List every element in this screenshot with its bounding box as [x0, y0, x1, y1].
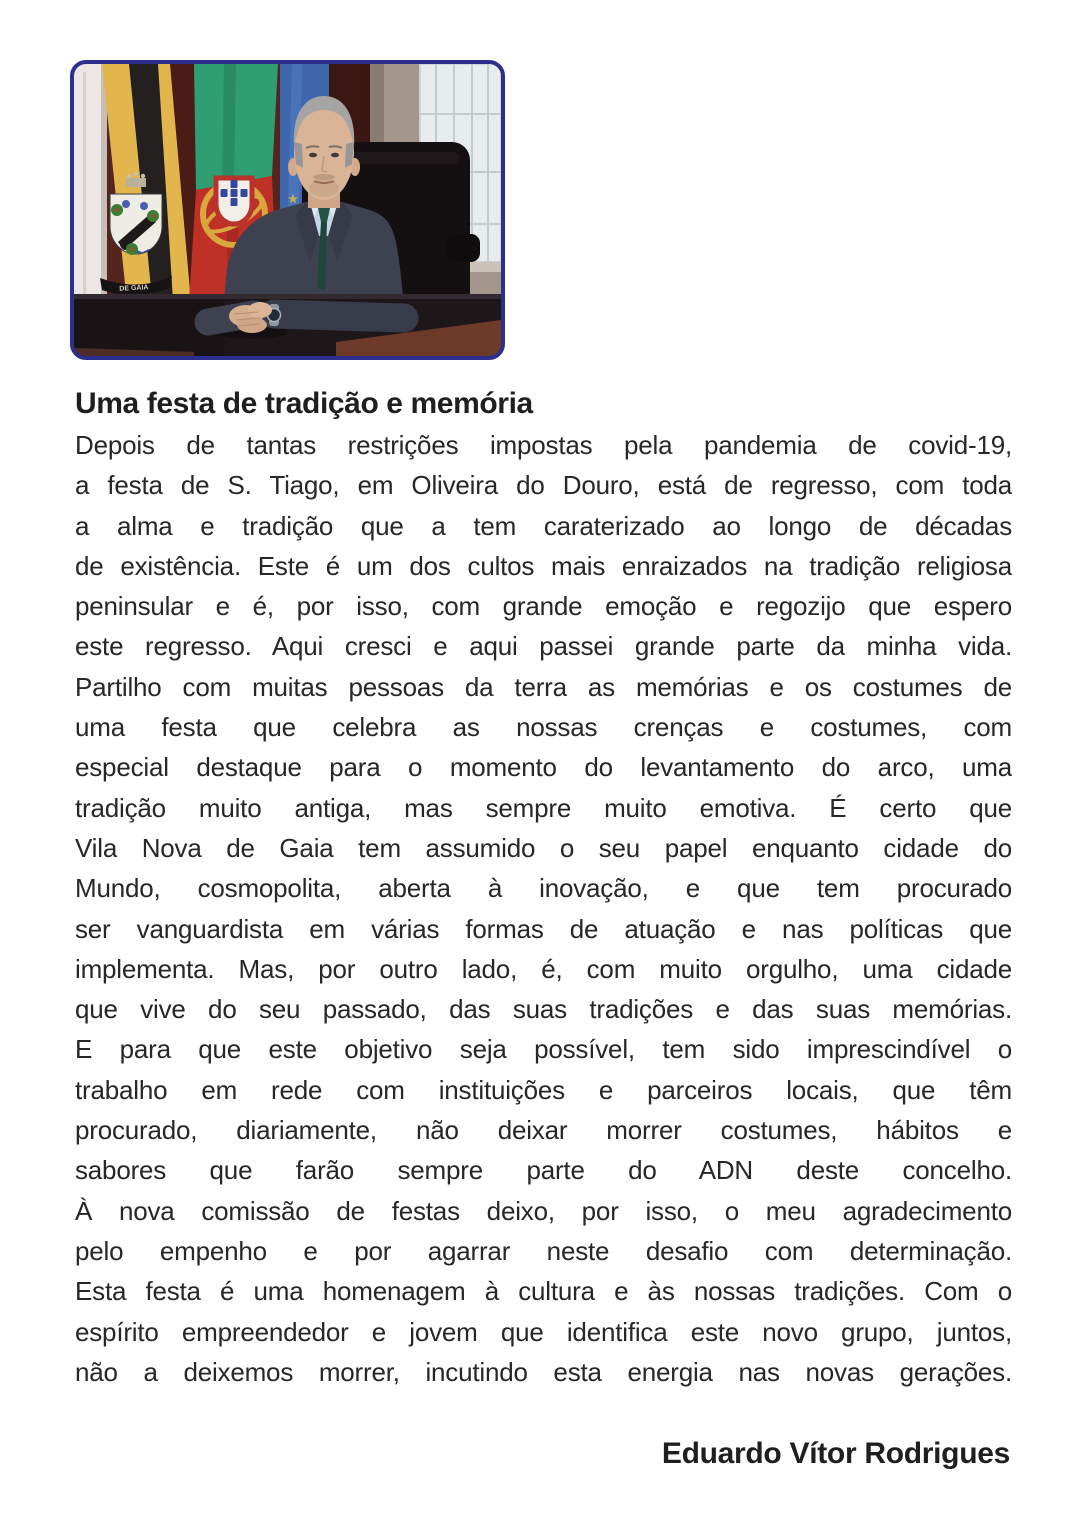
- text-line: peninsular e é, por isso, com grande emoção e regozijo que espero: [75, 591, 1012, 622]
- text-line: pelo empenho e por agarrar neste desafio com determinação.: [75, 1235, 1012, 1266]
- text-line: sabores que farão sempre parte do ADN deste concelho.: [75, 1155, 1012, 1186]
- text-line: procurado, diariamente, não deixar morrer costumes, hábitos e: [75, 1115, 1012, 1146]
- flag-scroll-label: DE GAIA: [119, 284, 149, 293]
- text-line: Vila Nova de Gaia tem assumido o seu papel enquanto cidade do: [75, 832, 1012, 863]
- portrait-photo-illustration: [74, 64, 501, 356]
- text-line: especial destaque para o momento do levantamento do arco, uma: [75, 752, 1012, 783]
- text-line: À nova comissão de festas deixo, por isso, o meu agradecimento: [75, 1195, 1012, 1226]
- text-line: a festa de S. Tiago, em Oliveira do Douro, está de regresso, com toda: [75, 470, 1012, 501]
- text-line: que vive do seu passado, das suas tradições e das suas memórias.: [75, 994, 1012, 1025]
- article-body: [75, 425, 1012, 1392]
- text-line: Esta festa é uma homenagem à cultura e às nossas tradições. Com o: [75, 1276, 1012, 1307]
- text-line: a alma e tradição que a tem caraterizado ao longo de décadas: [75, 510, 1012, 541]
- text-line: espírito empreendedor e jovem que identifica este novo grupo, juntos,: [75, 1316, 1012, 1347]
- text-line: Mundo, cosmopolita, aberta à inovação, e que tem procurado: [75, 873, 1012, 904]
- text-line: implementa. Mas, por outro lado, é, com muito orgulho, uma cidade: [75, 953, 1012, 984]
- text-line: ser vanguardista em várias formas de atuação e nas políticas que: [75, 913, 1012, 944]
- article: [75, 383, 1012, 1392]
- text-line: não a deixemos morrer, incutindo esta energia nas novas gerações.: [75, 1356, 1012, 1387]
- article-title: Uma festa de tradição e memória: [75, 387, 533, 420]
- text-line: Partilho com muitas pessoas da terra as memórias e os costumes de: [75, 671, 1012, 702]
- text-line: trabalho em rede com instituições e parceiros locais, que têm: [75, 1074, 1012, 1105]
- text-line: de existência. Este é um dos cultos mais enraizados na tradição religiosa: [75, 550, 1012, 581]
- portrait-photo: [70, 60, 505, 360]
- text-line: Depois de tantas restrições impostas pela pandemia de covid-19,: [75, 430, 1012, 460]
- text-line: este regresso. Aqui cresci e aqui passei grande parte da minha vida.: [75, 631, 1012, 662]
- text-line: E para que este objetivo seja possível, tem sido imprescindível o: [75, 1034, 1012, 1065]
- signature: Eduardo Vítor Rodrigues: [661, 1437, 1010, 1470]
- text-line: tradição muito antiga, mas sempre muito emotiva. É certo que: [75, 792, 1012, 823]
- text-line: uma festa que celebra as nossas crenças e costumes, com: [75, 712, 1012, 743]
